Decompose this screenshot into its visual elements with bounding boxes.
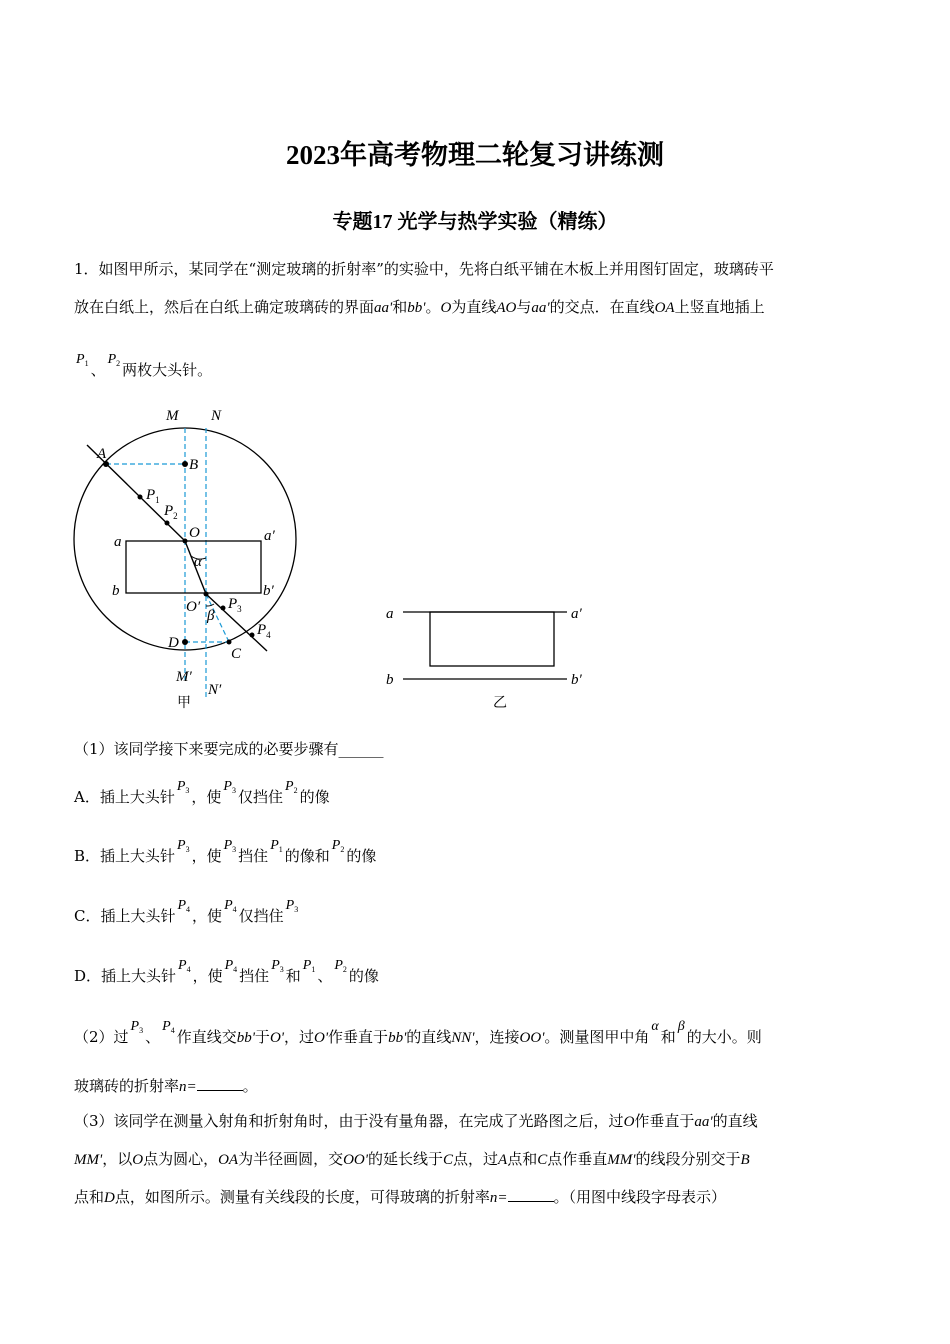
part2-line2: 玻璃砖的折射率n= 。 [74, 1077, 258, 1095]
page-subtitle: 专题17 光学与热学实验（精练） [332, 211, 618, 233]
label-A: A [97, 446, 107, 462]
label-beta: β [207, 608, 215, 624]
p2-symbol: $P_2$ [107, 352, 121, 368]
label-P1: $P_1$ [146, 487, 160, 505]
label-alpha: α [194, 554, 202, 570]
label-a-left: a [114, 534, 122, 550]
label-aprime-left: a′ [264, 528, 275, 544]
label-D: D [168, 635, 179, 651]
option-C: C．插上大头针$P_4$ ，使$P_4$ 仅挡住$P_3$ [74, 898, 299, 925]
label-bprime-right: b′ [571, 672, 582, 688]
part3-line1: （3）该同学在测量入射角和折射角时，由于没有量角器，在完成了光路图之后，过O作垂直于aa'的直线 [74, 1112, 758, 1130]
page-title: 2023年高考物理二轮复习讲练测 [286, 140, 664, 170]
option-D: D．插上大头针$P_4$ ，使$P_4$ 挡住$P_3$ 和$P_1$ 、$P_2$ 的像 [74, 958, 379, 985]
part3-line2: MM'，以O点为圆心，OA为半径画圆，交OO'的延长线于C点，过A点和C点作垂直MM'的线段分别交于B [74, 1150, 750, 1168]
label-M: M [166, 408, 179, 424]
caption-jia: 甲 [177, 695, 191, 711]
point-P1 [138, 495, 143, 500]
point-B [182, 461, 188, 467]
label-P3: $P_3$ [228, 596, 242, 614]
label-b-right: b [386, 672, 394, 688]
label-B: B [189, 457, 199, 473]
label-P2: $P_2$ [164, 503, 178, 521]
point-P4 [250, 633, 255, 638]
figure-jia [74, 408, 296, 711]
option-A: A．插上大头针$P_3$ ，使$P_3$ 仅挡住$P_2$ 的像 [74, 779, 330, 806]
part3-line3: 点和D点，如图所示。测量有关线段的长度，可得玻璃的折射率n= 。（用图中线段字母表示） [74, 1188, 727, 1206]
figure-yi [386, 606, 583, 711]
q1-intro-line3: $P_1$ 、$P_2$ 两枚大头针。 [76, 352, 213, 379]
label-P4: $P_4$ [257, 622, 271, 640]
point-O [183, 539, 188, 544]
q1-intro-line2: 放在白纸上，然后在白纸上确定玻璃砖的界面aa'和bb'。O为直线AO与aa'的交点．在直线OA上竖直地插上 [74, 298, 765, 316]
label-bprime-left: b′ [263, 583, 274, 599]
caption-yi: 乙 [493, 695, 507, 711]
point-C [227, 640, 232, 645]
label-Mprime: M′ [176, 669, 192, 685]
figure-diagrams [0, 395, 950, 725]
label-C: C [231, 646, 242, 662]
label-O: O [189, 525, 200, 541]
point-Oprime [204, 592, 209, 597]
point-P2 [165, 521, 170, 526]
beta-arc [206, 604, 214, 606]
option-B: B．插上大头针$P_3$ ，使$P_3$ 挡住$P_1$ 的像和$P_2$ 的像 [74, 838, 377, 865]
q1-intro-line1: 1．如图甲所示，某同学在“测定玻璃的折射率”的实验中，先将白纸平铺在木板上并用图钉固定，玻璃砖平 [74, 260, 774, 278]
answer-blank-3[interactable] [508, 1189, 554, 1202]
label-b-left: b [112, 583, 120, 599]
label-a-right: a [386, 606, 394, 622]
point-D [182, 639, 188, 645]
part1-stem: （1）该同学接下来要完成的必要步骤有______ [74, 740, 384, 758]
glass-block-yi [430, 612, 554, 666]
label-aprime-right: a′ [571, 606, 582, 622]
answer-blank-2[interactable] [197, 1078, 243, 1091]
point-P3 [221, 606, 226, 611]
p1-symbol: $P_1$ [76, 352, 89, 368]
part2-line1: （2）过$P_3$ 、$P_4$ 作直线交bb'于O'，过O'作垂直于bb'的直线NN'，连接OO'。测量图甲中角α和β的大小。则 [74, 1019, 762, 1046]
label-Nprime: N′ [208, 682, 222, 698]
label-N: N [211, 408, 222, 424]
label-Oprime: O′ [186, 599, 201, 615]
